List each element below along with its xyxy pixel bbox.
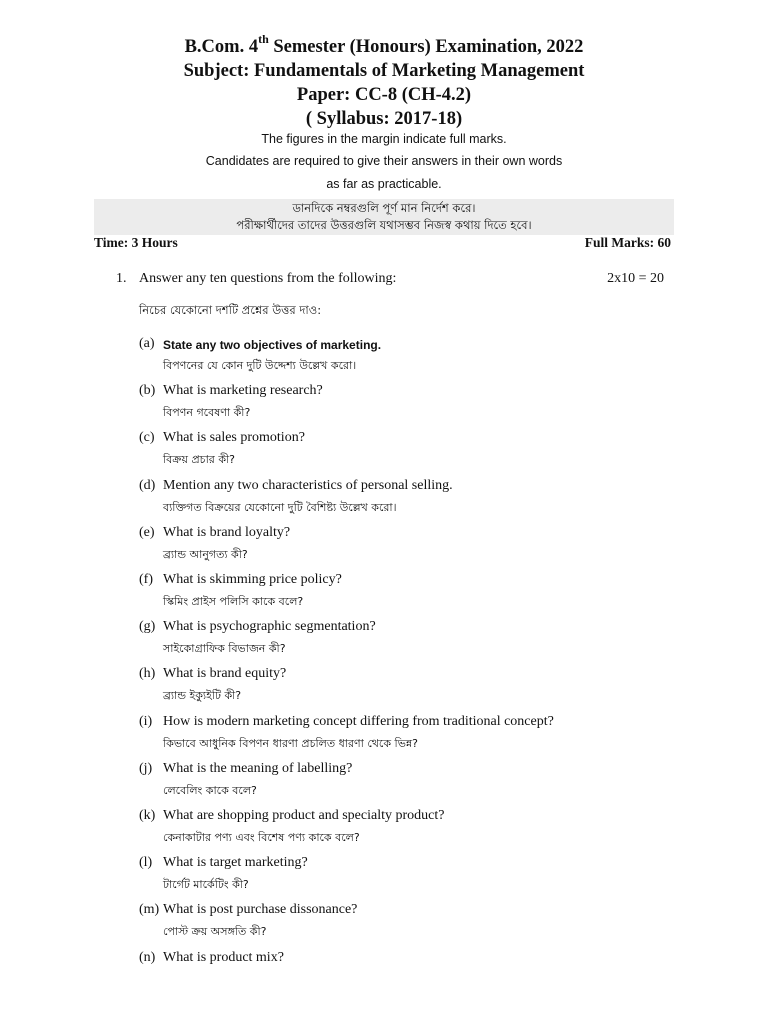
exam-title-prefix: B.Com. 4 xyxy=(184,37,259,57)
subquestion-text-bn: ব্যক্তিগত বিক্রয়ের যেকোনো দুটি বৈশিষ্ট্য উল্লেখ করো। xyxy=(163,501,397,514)
subquestion-item xyxy=(0,901,768,919)
question-number: 1. xyxy=(116,271,127,286)
subquestion-item xyxy=(0,665,768,683)
subquestion-item xyxy=(0,949,768,967)
subquestion-label: (e) xyxy=(139,525,155,540)
question-text-bn: নিচের যেকোনো দশটি প্রশ্নের উত্তর দাও: xyxy=(139,303,322,317)
subquestion-item xyxy=(0,477,768,495)
subquestion-item xyxy=(0,618,768,636)
subquestion-text: What is marketing research? xyxy=(163,383,323,398)
subquestion-text: What is target marketing? xyxy=(163,855,308,870)
subquestion-text: What is psychographic segmentation? xyxy=(163,619,376,634)
syllabus-line: ( Syllabus: 2017-18) xyxy=(305,109,463,129)
subquestion-label: (h) xyxy=(139,666,156,681)
bn-margin-note: ডানদিকে নম্বরগুলি পূর্ণ মান নির্দেশ করে। xyxy=(292,201,476,215)
subquestion-text: State any two objectives of marketing. xyxy=(163,338,382,352)
subquestion-text: What is brand equity? xyxy=(163,666,287,681)
subquestion-text: What is skimming price policy? xyxy=(163,572,342,587)
subquestion-text-bn: বিপণন গবেষণা কী? xyxy=(163,406,251,419)
subquestion-item xyxy=(0,382,768,400)
own-words-note-1: Candidates are required to give their answers in their own words xyxy=(205,154,563,168)
subquestion-text-bn: বিক্রয় প্রচার কী? xyxy=(163,453,236,466)
subquestion-label: (j) xyxy=(139,761,153,776)
subquestion-label: (d) xyxy=(139,478,156,493)
subquestion-item xyxy=(0,335,768,353)
subquestion-item xyxy=(0,571,768,589)
subject-line: Subject: Fundamentals of Marketing Management xyxy=(183,61,585,81)
subquestion-text-bn: লেবেলিং কাকে বলে? xyxy=(163,784,257,797)
subquestion-label: (c) xyxy=(139,430,155,445)
own-words-note-2: as far as practicable. xyxy=(326,177,442,191)
subquestion-text: What is post purchase dissonance? xyxy=(163,902,358,917)
exam-title-suffix: Semester (Honours) Examination, 2022 xyxy=(268,37,584,57)
subquestion-label: (k) xyxy=(139,808,156,823)
subquestion-label: (f) xyxy=(139,572,153,587)
subquestion-label: (l) xyxy=(139,855,153,870)
subquestion-label: (b) xyxy=(139,383,156,398)
subquestion-text-bn: সাইকোগ্রাফিক বিভাজন কী? xyxy=(163,642,286,655)
exam-title-sup: th xyxy=(258,31,269,46)
full-marks: Full Marks: 60 xyxy=(584,235,671,250)
subquestion-label: (i) xyxy=(139,714,153,729)
subquestion-text: Mention any two characteristics of personal selling. xyxy=(163,478,453,493)
subquestion-text: How is modern marketing concept differing from traditional concept? xyxy=(163,714,554,729)
subquestion-text-bn: পোস্ট ক্রয় অসঙ্গতি কী? xyxy=(163,925,267,938)
subquestion-label: (a) xyxy=(139,336,155,351)
paper-line: Paper: CC-8 (CH-4.2) xyxy=(296,85,472,105)
subquestion-item xyxy=(0,713,768,731)
question-text: Answer any ten questions from the following: xyxy=(139,271,397,286)
subquestion-item xyxy=(0,760,768,778)
subquestion-text-bn: কিভাবে আধুনিক বিপণন ধারণা প্রচলিত ধারণা থেকে ভিন্ন? xyxy=(163,737,419,750)
subquestion-text: What is brand loyalty? xyxy=(163,525,291,540)
subquestion-item xyxy=(0,854,768,872)
subquestion-item xyxy=(0,807,768,825)
subquestion-label: (m) xyxy=(139,902,160,917)
subquestion-text-bn: কেনাকাটার পণ্য এবং বিশেষ পণ্য কাকে বলে? xyxy=(163,831,360,844)
exam-title xyxy=(0,31,768,58)
subquestion-text: What is sales promotion? xyxy=(163,430,305,445)
subquestion-item xyxy=(0,429,768,447)
subquestion-text-bn: স্কিমিং প্রাইস পলিসি কাকে বলে? xyxy=(163,595,304,608)
bn-own-words-note: পরীক্ষার্থীদের তাদের উত্তরগুলি যথাসম্ভব নিজস্ব কথায় দিতে হবে। xyxy=(236,218,532,232)
subquestion-text-bn: ব্র্যান্ড আনুগত্য কী? xyxy=(163,548,248,561)
subquestion-text-bn: বিপণনের যে কোন দুটি উদ্দেশ্য উল্লেখ করো। xyxy=(163,359,357,372)
question-marks: 2x10 = 20 xyxy=(607,271,664,286)
subquestion-text: What are shopping product and specialty product? xyxy=(163,808,445,823)
subquestion-item xyxy=(0,524,768,542)
subquestion-text: What is the meaning of labelling? xyxy=(163,761,353,776)
subquestion-text: What is product mix? xyxy=(163,950,284,965)
subquestion-text-bn: টার্গেট মার্কেটিং কী? xyxy=(163,878,249,891)
subquestion-label: (n) xyxy=(139,950,156,965)
time-allowed: Time: 3 Hours xyxy=(94,235,178,250)
margin-note: The figures in the margin indicate full marks. xyxy=(261,132,507,146)
subquestion-text-bn: ব্র্যান্ড ইক্যুইটি কী? xyxy=(163,689,242,702)
subquestion-label: (g) xyxy=(139,619,156,634)
